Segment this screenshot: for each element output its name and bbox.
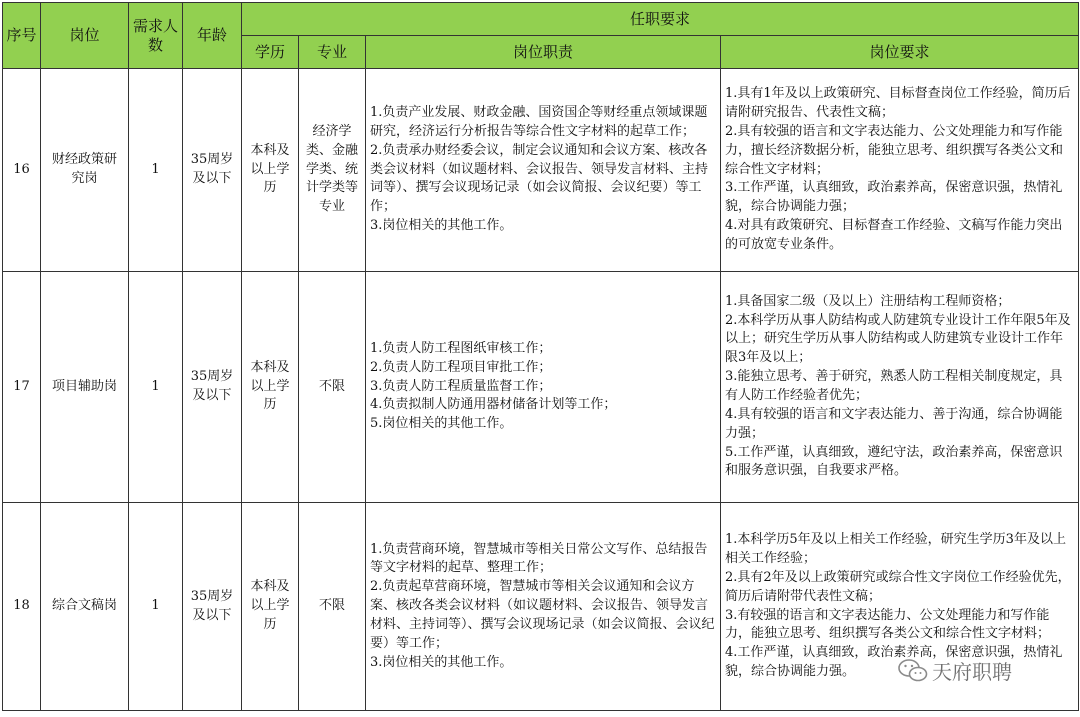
row-post: 综合文稿岗 (41, 503, 129, 711)
wechat-icon (898, 658, 928, 684)
duty-item: 3.岗位相关的其他工作。 (370, 218, 513, 234)
qualification-item: 4.对具有政策研究、目标督查工作经验、文稿写作能力突出的可放宽专业条件。 (725, 218, 1063, 252)
header-post: 岗位 (41, 3, 129, 69)
qualification-item: 1.本科学历5年及以上相关工作经验，研究生学历3年及以上相关工作经验； (725, 532, 1066, 566)
row-count: 1 (129, 69, 183, 272)
duty-item: 2.负责承办财经委会议，制定会议通知和会议方案、核改各类会议材料（如议题材料、会议报告、领导发言材料、主持词等）、撰写会议现场记录（如会议简报、会议纪要）等工作； (370, 142, 709, 215)
row-education: 本科及以上学历 (242, 69, 299, 272)
row-seq: 16 (3, 69, 41, 272)
row-qualifications (721, 272, 1079, 503)
qualification-item: 3.有较强的语言和文字表达能力、公文处理能力和写作能力，能独立思考、组织撰写各类公文和综合性文字材料； (725, 607, 1051, 642)
qualification-item: 2.具有较强的语言和文字表达能力、公文处理能力和写作能力，擅长经济数据分析，能独立思考、组织撰写各类公文和综合性文字材料； (725, 123, 1064, 177)
header-duties: 岗位职责 (366, 36, 721, 69)
row-seq: 17 (3, 272, 41, 503)
header-education: 学历 (242, 36, 299, 69)
row-age: 35周岁及以下 (183, 503, 242, 711)
row-duties (366, 272, 721, 503)
qualification-item: 2.本科学历从事人防结构或人防建筑专业设计工作年限5年及以上；研究生学历从事人防结构或人防建筑专业设计工作年限3年及以上； (725, 312, 1071, 366)
qualification-item: 1.具备国家二级（及以上）注册结构工程师资格； (725, 293, 1011, 309)
row-seq: 18 (3, 503, 41, 711)
qualification-item: 3.工作严谨，认真细致，政治素养高，保密意识强，热情礼貌，综合协调能力强； (725, 180, 1063, 215)
duty-item: 4.负责拟制人防通用器材储备计划等工作； (370, 397, 617, 413)
duty-item: 3.负责人防工程质量监督工作； (370, 378, 552, 394)
job-requirements-table (2, 2, 1079, 711)
table-row (3, 272, 1079, 503)
duty-item: 1.负责人防工程图纸审核工作； (370, 340, 552, 356)
duty-item: 1.负责营商环境，智慧城市等相关日常公文写作、总结报告等文字材料的起草、整理工作； (370, 541, 708, 576)
row-major: 不限 (299, 503, 366, 711)
header-age: 年龄 (183, 3, 242, 69)
row-age: 35周岁及以下 (183, 69, 242, 272)
qualification-item: 4.具有较强的语言和文字表达能力、善于沟通，综合协调能力强； (725, 406, 1063, 441)
row-education: 本科及以上学历 (242, 272, 299, 503)
header-requirements: 任职要求 (242, 3, 1079, 36)
duty-item: 2.负责起草营商环境，智慧城市等相关会议通知和会议方案、核改各类会议材料（如议题材料、会议报告、领导发言材料、主持词等）、撰写会议现场记录（如会议简报、会议纪要）等工作； (370, 579, 715, 651)
header-seq: 序号 (3, 3, 41, 69)
qualification-item: 4.工作严谨，认真细致，政治素养高，保密意识强，热情礼貌，综合协调能力强。 (725, 645, 1063, 680)
row-duties (366, 69, 721, 272)
row-qualifications (721, 69, 1079, 272)
row-education: 本科及以上学历 (242, 503, 299, 711)
qualification-item: 5.工作严谨，认真细致，遵纪守法，政治素养高，保密意识和服务意识强，自我要求严格。 (725, 444, 1063, 479)
row-age: 35周岁及以下 (183, 272, 242, 503)
row-post: 财经政策研究岗 (41, 69, 129, 272)
row-count: 1 (129, 272, 183, 503)
header-qualifications: 岗位要求 (721, 36, 1079, 69)
watermark-text: 天府职聘 (932, 660, 1012, 684)
qualification-item: 3.能独立思考、善于研究，熟悉人防工程相关制度规定，具有人防工作经验者优先； (725, 369, 1063, 403)
qualification-item: 1.具有1年及以上政策研究、目标督查岗位工作经验，简历后请附研究报告、代表性文稿； (725, 86, 1071, 121)
duty-item: 2.负责人防工程项目审批工作； (370, 359, 552, 375)
qualification-item: 2.具有2年及以上政策研究或综合性文字岗位工作经验优先，简历后请附带代表性文稿； (725, 569, 1071, 604)
duty-item: 1.负责产业发展、财政金融、国资国企等财经重点领域课题研究，经济运行分析报告等综合性文字材料的起草工作； (370, 105, 708, 139)
duty-item: 5.岗位相关的其他工作。 (370, 416, 513, 432)
duty-item: 3.岗位相关的其他工作。 (370, 654, 513, 670)
watermark (898, 656, 1012, 685)
row-count: 1 (129, 503, 183, 711)
row-post: 项目辅助岗 (41, 272, 129, 503)
row-major: 经济学类、金融学类、统计学类等专业 (299, 69, 366, 272)
row-major: 不限 (299, 272, 366, 503)
row-duties (366, 503, 721, 711)
table-row (3, 69, 1079, 272)
header-major: 专业 (299, 36, 366, 69)
header-count: 需求人数 (129, 3, 183, 69)
